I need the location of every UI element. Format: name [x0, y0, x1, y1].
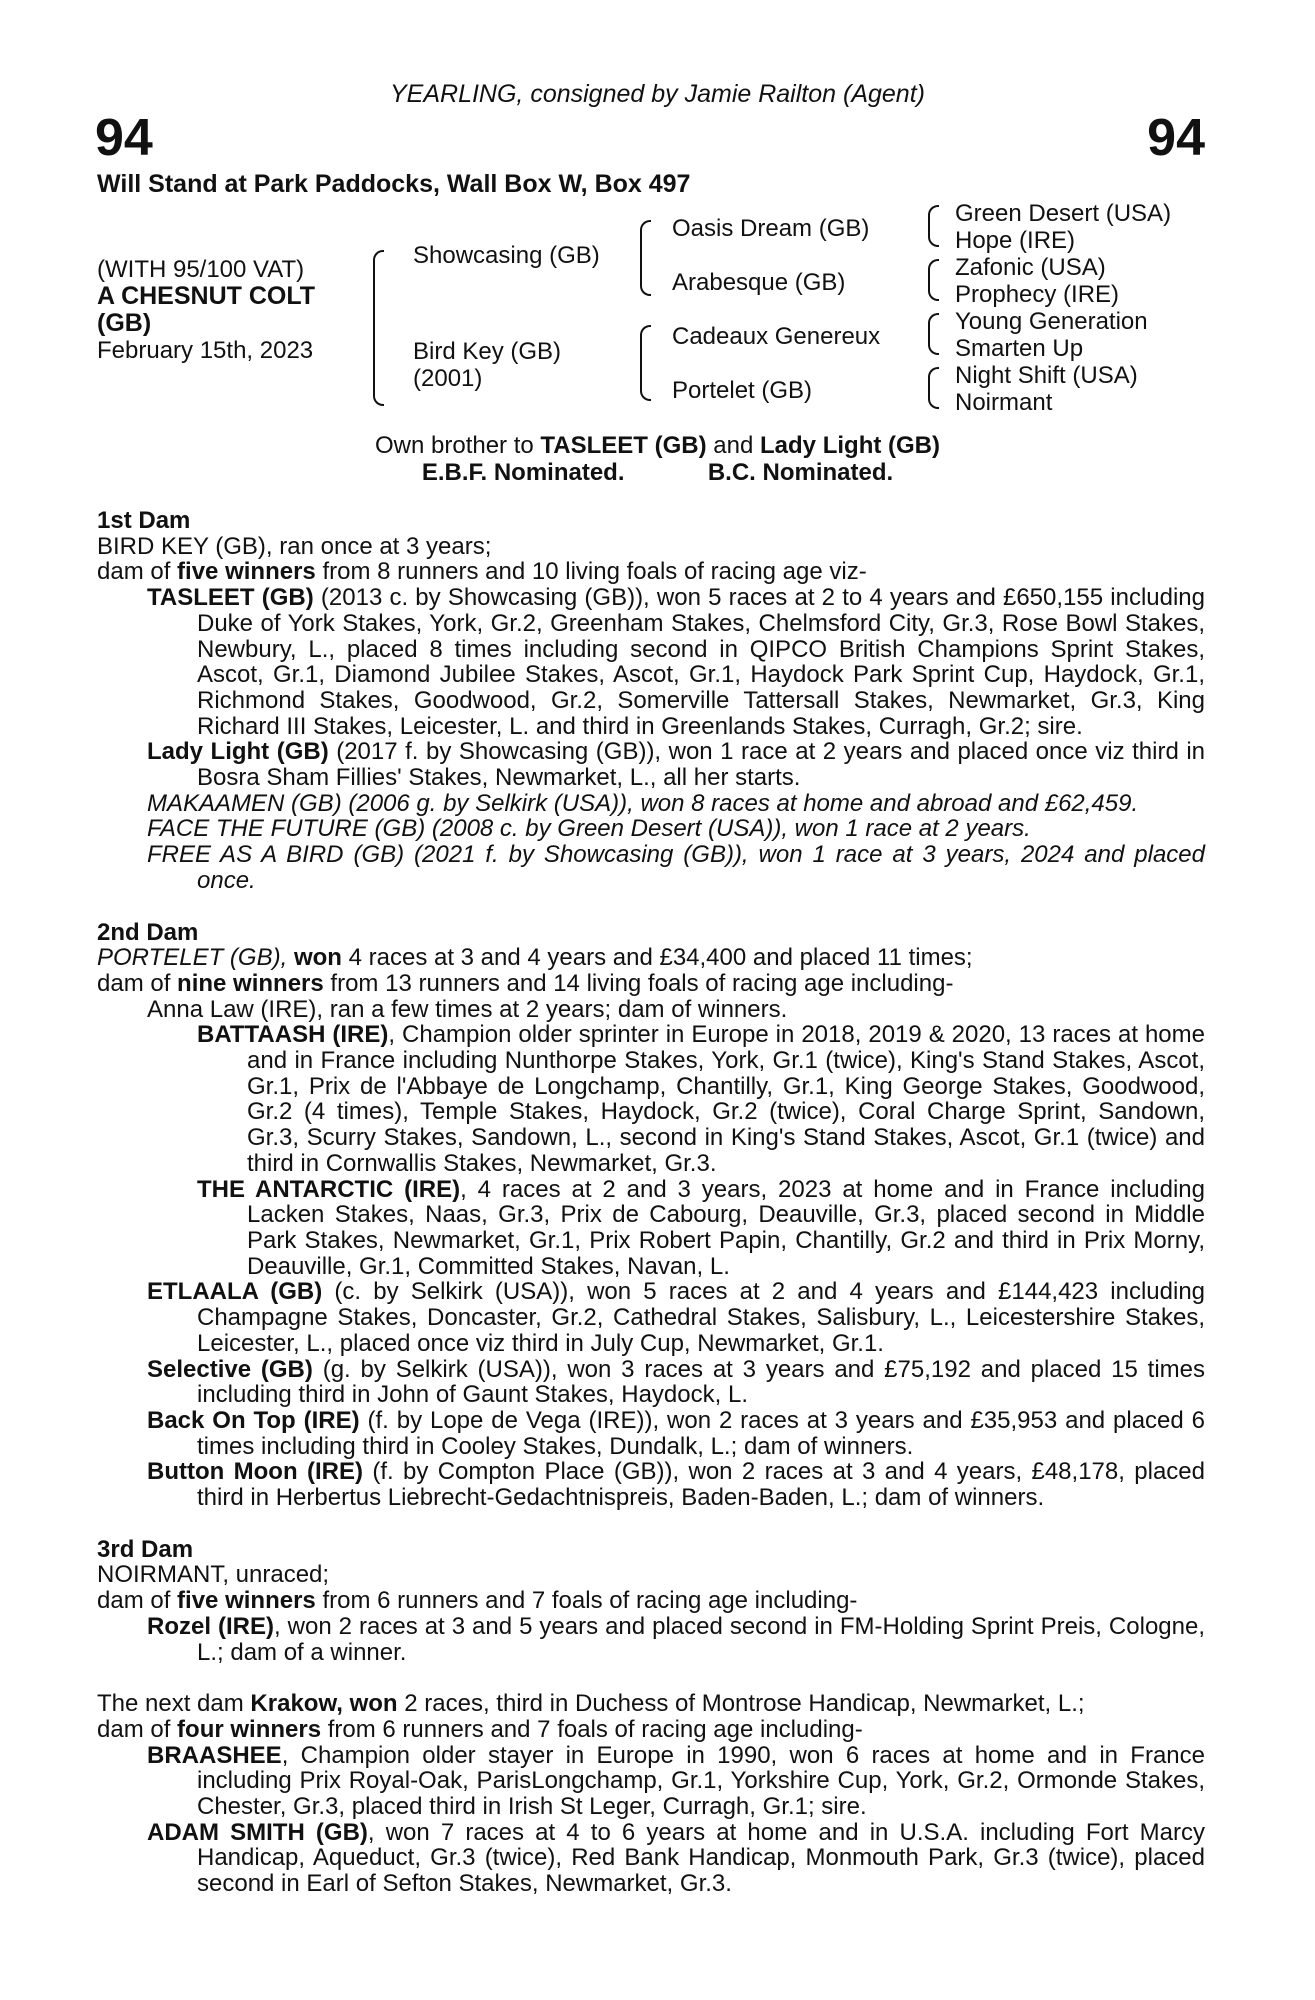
catalogue-body: [97, 508, 1205, 1897]
pedigree-brace-2a: [640, 220, 651, 296]
grandsire-3: Young Generation: [955, 308, 1148, 335]
offspring-makaamen: MAKAAMEN (GB) (2006 g. by Selkirk (USA)), won 8 races at home and abroad and £62,459.: [147, 789, 1139, 817]
consignor-header: YEARLING, consigned by Jamie Railton (Agent): [390, 80, 925, 108]
offspring-button-moon: Button Moon (IRE) (f. by Compton Place (GB)), won 2 races at 3 and 4 years, £48,178, placed third in Herbertus Liebrecht-Gedachtnispreis, Baden-Baden, L.; dam of winners.: [147, 1458, 1205, 1512]
second-dam-line: PORTELET (GB), won 4 races at 3 and 4 years and £34,400 and placed 11 times;: [97, 944, 973, 972]
grandsire-4: Night Shift (USA): [955, 362, 1138, 389]
dam-dam: Portelet (GB): [672, 377, 813, 404]
nominations: [0, 459, 1315, 486]
foaling-date: February 15th, 2023: [97, 337, 314, 364]
offspring-back-on-top: Back On Top (IRE) (f. by Lope de Vega (IRE)), won 2 races at 3 years and £35,953 and placed 6 times including third in Cooley Stakes, Dundalk, L.; dam of winners.: [147, 1406, 1206, 1460]
horse-name: A CHESNUT COLT: [97, 282, 316, 310]
pedigree-brace-2b: [640, 325, 651, 401]
offspring-free-as-a-bird: FREE AS A BIRD (GB) (2021 f. by Showcasing (GB)), won 1 race at 3 years, 2024 and placed once.: [147, 841, 1205, 894]
fourth-dam-summary: dam of four winners from 6 runners and 7 foals of racing age including-: [97, 1715, 863, 1743]
dam-year: (2001): [413, 365, 483, 392]
offspring-tasleet: TASLEET (GB) (2013 c. by Showcasing (GB)), won 5 races at 2 to 4 years and £650,155 including Duke of York Stakes, York, Gr.2, Greenham Stakes, Chelmsford City, Gr.3, Rose Bowl Stakes, Newbury, L., placed 8 times including second in QIPCO British Champions Sprint Stakes, Ascot, Gr.1, Diamond Jubilee Stakes, Ascot, Gr.1, Haydock Park Sprint Cup, Haydock, Gr.1, Richmond Stakes, Goodwood, Gr.2, Somerville Tattersall Stakes, Newmarket, Gr.3, King Richard III Stakes, Leicester, L. and third in Greenlands Stakes, Curragh, Gr.2; sire.: [147, 584, 1205, 740]
first-dam-line: BIRD KEY (GB), ran once at 3 years;: [97, 532, 492, 560]
lot-number-left: 94: [95, 109, 153, 167]
pedigree-brace-3b: [928, 259, 939, 301]
third-dam-line: NOIRMANT, unraced;: [97, 1561, 330, 1589]
sire: Showcasing (GB): [413, 242, 600, 269]
pedigree-brace-3d: [928, 367, 939, 409]
own-brother-note: Own brother to TASLEET (GB) and Lady Light (GB): [374, 432, 940, 459]
offspring-lady-light: Lady Light (GB) (2017 f. by Showcasing (GB)), won 1 race at 2 years and placed once viz third in Bosra Sham Fillies' Stakes, Newmarket, L., all her starts.: [147, 738, 1205, 792]
offspring-face-the-future: FACE THE FUTURE (GB) (2008 c. by Green Desert (USA)), won 1 race at 2 years.: [147, 815, 1031, 843]
offspring-braashee: BRAASHEE, Champion older stayer in Europe in 1990, won 6 races at home and in France including Prix Royal-Oak, ParisLongchamp, Gr.1, Yorkshire Cup, York, Gr.2, Ormonde Stakes, Chester, Gr.3, placed third in Irish St Leger, Curragh, Gr.1; sire.: [147, 1741, 1205, 1821]
third-dam-summary: dam of five winners from 6 runners and 7 foals of racing age including-: [97, 1587, 858, 1615]
offspring-anna-law: Anna Law (IRE), ran a few times at 2 years; dam of winners.: [147, 995, 788, 1023]
sire-sire: Oasis Dream (GB): [672, 215, 870, 242]
first-dam-heading: 1st Dam: [97, 507, 191, 534]
dam-sire: Cadeaux Genereux: [672, 323, 881, 350]
second-dam-summary: dam of nine winners from 13 runners and 14 living foals of racing age including-: [97, 969, 954, 997]
offspring-battaash: BATTAASH (IRE), Champion older sprinter in Europe in 2018, 2019 & 2020, 13 races at home and in France including Nunthorpe Stakes, York, Gr.1 (twice), King's Stand Stakes, Ascot, Gr.1, Prix de l'Abbaye de Longchamp, Chantilly, Gr.1, King George Stakes, Goodwood, Gr.2 (4 times), Temple Stakes, Haydock, Gr.2 (twice), Coral Charge Sprint, Sandown, Gr.3, Scurry Stakes, Sandown, L., second in King's Stand Stakes, Ascot, Gr.1 (twice) and third in Cornwallis Stakes, Newmarket, Gr.3.: [197, 1021, 1205, 1177]
third-dam-heading: 3rd Dam: [97, 1535, 194, 1563]
offspring-etlaala: ETLAALA (GB) (c. by Selkirk (USA)), won 5 races at 2 and 4 years and £144,423 including Champagne Stakes, Doncaster, Gr.2, Cathedral Stakes, Salisbury, L., Leicestershire Stakes, Leicester, L., placed once viz third in July Cup, Newmarket, Gr.1.: [147, 1278, 1206, 1357]
fourth-dam-line: The next dam Krakow, won 2 races, third in Duchess of Montrose Handicap, Newmarket, L.;: [97, 1690, 1085, 1718]
first-dam-summary: dam of five winners from 8 runners and 10 living foals of racing age viz-: [97, 558, 867, 586]
granddam-3: Smarten Up: [955, 335, 1084, 362]
pedigree-brace-3a: [928, 205, 939, 247]
pedigree-brace-3c: [928, 313, 939, 355]
granddam-4: Noirmant: [955, 389, 1053, 416]
dam: Bird Key (GB): [413, 338, 562, 365]
granddam-1: Hope (IRE): [955, 227, 1076, 254]
horse-identity: [97, 256, 315, 364]
ebf-nomination: E.B.F. Nominated.: [421, 459, 625, 486]
stand-location: Will Stand at Park Paddocks, Wall Box W, Box 497: [97, 170, 691, 198]
offspring-selective: Selective (GB) (g. by Selkirk (USA)), won 3 races at 3 years and £75,192 and placed 15 times including third in John of Gaunt Stakes, Haydock, L.: [147, 1355, 1205, 1409]
lot-number-right: 94: [1147, 109, 1205, 167]
offspring-rozel: Rozel (IRE), won 2 races at 3 and 5 years and placed second in FM-Holding Sprint Preis, Cologne, L.; dam of a winner.: [147, 1612, 1206, 1666]
second-dam-heading: 2nd Dam: [97, 918, 199, 946]
offspring-adam-smith: ADAM SMITH (GB), won 7 races at 4 to 6 years at home and in U.S.A. including Fort Marcy Handicap, Aqueduct, Gr.3 (twice), Red Bank Handicap, Monmouth Park, Gr.3 (twice), placed second in Earl of Sefton Stakes, Newmarket, Gr.3.: [147, 1818, 1206, 1898]
offspring-the-antarctic: THE ANTARCTIC (IRE), 4 races at 2 and 3 years, 2023 at home and in France including Lacken Stakes, Naas, Gr.3, Prix de Cabourg, Deauville, Gr.3, placed second in Middle Park Stakes, Newmarket, Gr.1, Prix Robert Papin, Chantilly, Gr.2 and third in Prix Morny, Deauville, Gr.1, Committed Stakes, Navan, L.: [197, 1175, 1205, 1280]
bc-nomination: B.C. Nominated.: [707, 459, 894, 486]
vat-note: (WITH 95/100 VAT): [97, 256, 305, 283]
horse-country: (GB): [97, 309, 152, 337]
granddam-2: Prophecy (IRE): [955, 281, 1120, 308]
grandsire-2: Zafonic (USA): [955, 254, 1106, 281]
grandsire-1: Green Desert (USA): [955, 200, 1172, 227]
sire-dam: Arabesque (GB): [672, 269, 846, 296]
pedigree-brace-1: [373, 250, 384, 406]
